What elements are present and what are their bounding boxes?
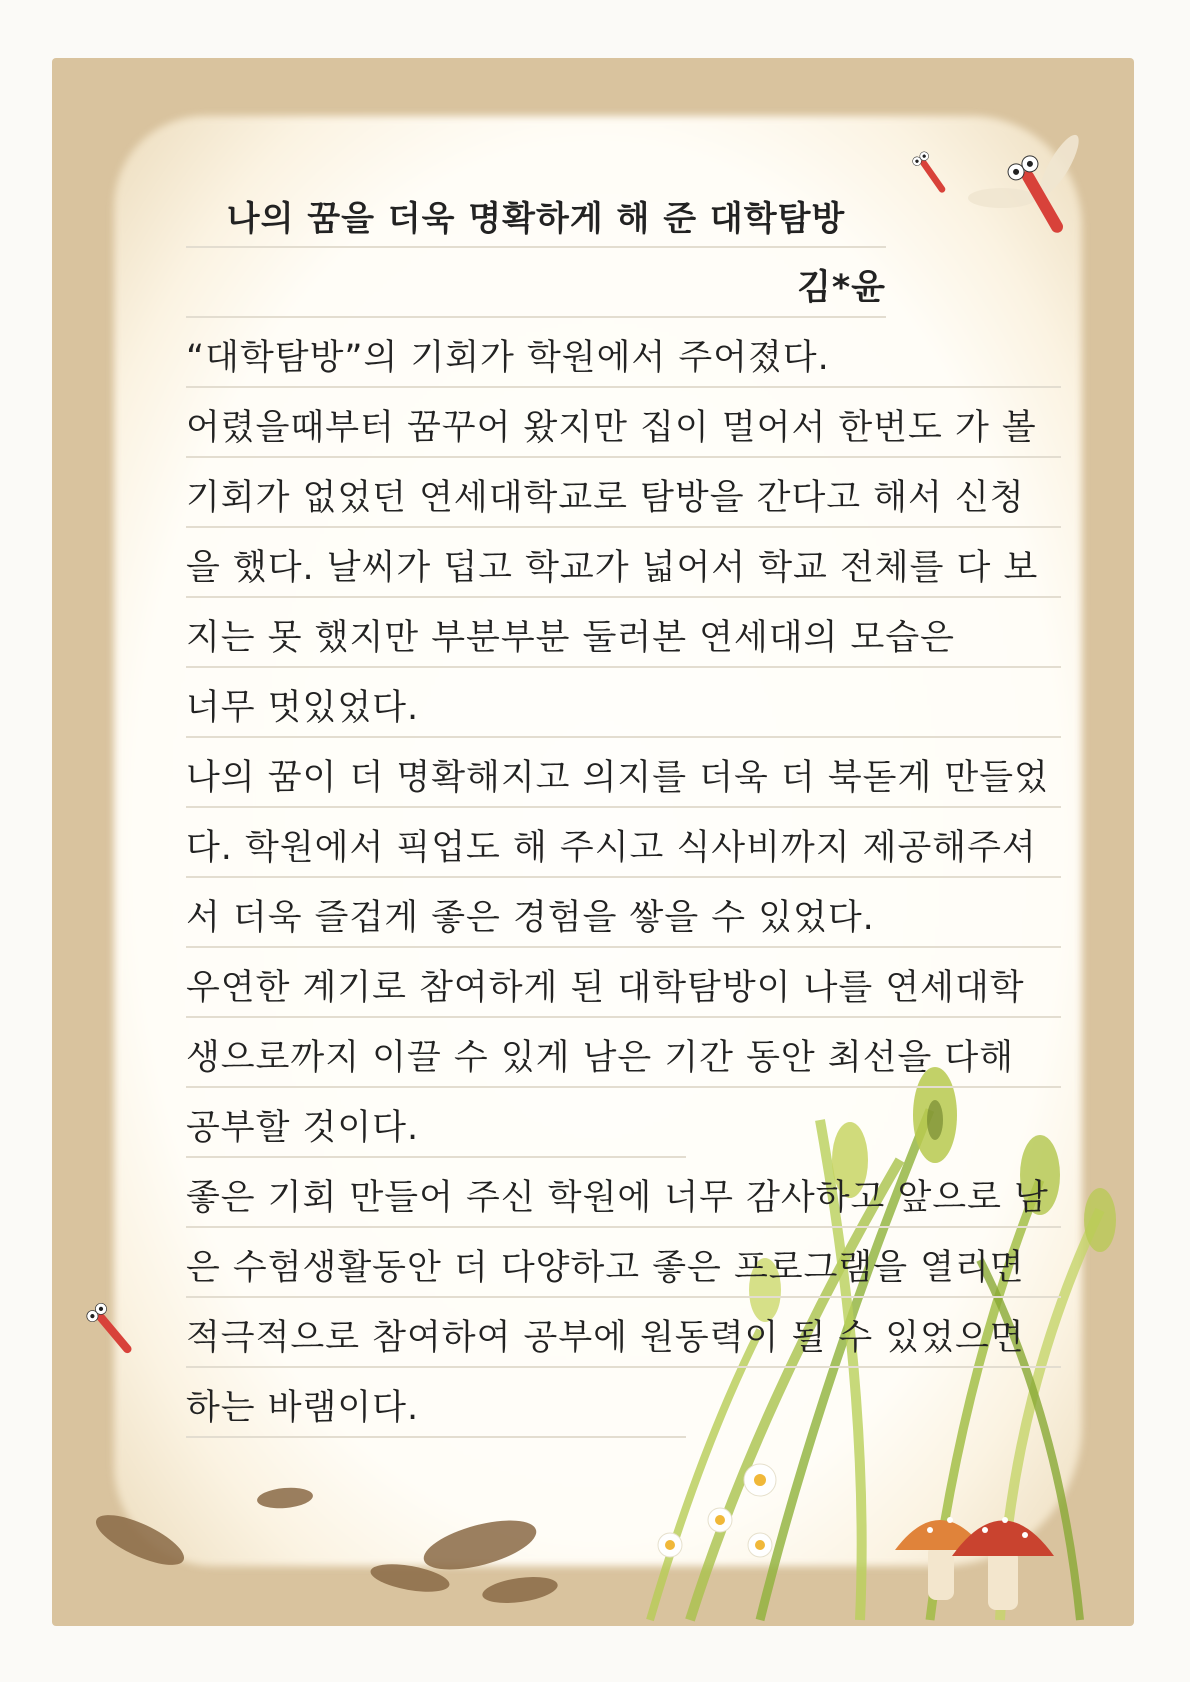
leaf-icon (90, 1486, 560, 1608)
letter-line: 을 했다. 날씨가 덥고 학교가 넓어서 학교 전체를 다 보 (186, 528, 1061, 598)
letter-line: 좋은 기회 만들어 주신 학원에 너무 감사하고 앞으로 남 (186, 1158, 1061, 1228)
letter-line: 너무 멋있었다. (186, 668, 1061, 738)
dragonfly-icon (85, 1301, 139, 1359)
letter-title: 나의 꿈을 더욱 명확하게 해 준 대학탐방 (186, 178, 886, 248)
letter-line: 지는 못 했지만 부분부분 둘러본 연세대의 모습은 (186, 598, 1061, 668)
letter-line: 하는 바램이다. (186, 1368, 1061, 1438)
mushroom-icon (895, 1517, 1054, 1610)
letter-line: 나의 꿈이 더 명확해지고 의지를 더욱 더 북돋게 만들었 (186, 738, 1061, 808)
letter-line: 생으로까지 이끌 수 있게 남은 기간 동안 최선을 다해 (186, 1018, 1061, 1088)
letter-line: 우연한 계기로 참여하게 된 대학탐방이 나를 연세대학 (186, 948, 1061, 1018)
letter-line: 어렸을때부터 꿈꾸어 왔지만 집이 멀어서 한번도 가 볼 (186, 388, 1061, 458)
letter-line: 기회가 없었던 연세대학교로 탐방을 간다고 해서 신청 (186, 458, 1061, 528)
letter-line: “대학탐방”의 기회가 학원에서 주어졌다. (186, 318, 1061, 388)
letter-line: 서 더욱 즐겁게 좋은 경험을 쌓을 수 있었다. (186, 878, 1061, 948)
letter-body (186, 178, 1061, 1438)
letter-author: 김*윤 (186, 248, 886, 318)
letter-line: 적극적으로 참여하여 공부에 원동력이 될 수 있었으면 (186, 1298, 1061, 1368)
letter-line: 공부할 것이다. (186, 1088, 1061, 1158)
letter-line: 다. 학원에서 픽업도 해 주시고 식사비까지 제공해주셔 (186, 808, 1061, 878)
letter-line: 은 수험생활동안 더 다양하고 좋은 프로그램을 열리면 (186, 1228, 1061, 1298)
